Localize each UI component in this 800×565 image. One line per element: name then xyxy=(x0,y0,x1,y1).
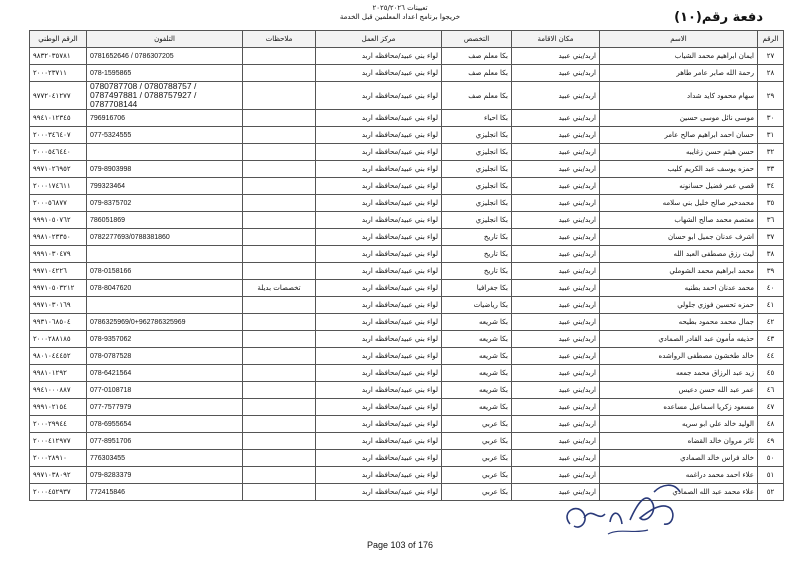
row-number: ٣٣ xyxy=(758,161,784,178)
row-phone: 079-8375702 xyxy=(87,195,243,212)
row-name: معتصم محمد صالح الشهاب xyxy=(600,212,758,229)
row-residence: اربد/بني عبيد xyxy=(512,127,600,144)
row-number: ٣٦ xyxy=(758,212,784,229)
header-center: مركز العمل xyxy=(316,31,442,48)
table-row xyxy=(30,82,784,110)
row-phone: 776303455 xyxy=(87,450,243,467)
row-number: ٣٥ xyxy=(758,195,784,212)
table-header-row xyxy=(30,31,784,48)
table-row xyxy=(30,65,784,82)
header-residence: مكان الاقامة xyxy=(512,31,600,48)
row-work-center: لواء بني عبيد/محافظه اربد xyxy=(316,48,442,65)
row-national-id: ٢٠٠٠٤٥٢٩٣٧ xyxy=(30,484,87,501)
row-work-center: لواء بني عبيد/محافظه اربد xyxy=(316,348,442,365)
row-national-id: ٩٩٩١٠٢١٥٤ xyxy=(30,399,87,416)
row-residence: اربد/بني عبيد xyxy=(512,65,600,82)
row-notes: تخصصات بديلة xyxy=(243,280,316,297)
row-specialty: بكا شريعه xyxy=(442,399,512,416)
row-number: ٢٧ xyxy=(758,48,784,65)
row-residence: اربد/بني عبيد xyxy=(512,195,600,212)
header-name: الاسم xyxy=(600,31,758,48)
row-phone: 0781652646 / 0786307205 xyxy=(87,48,243,65)
row-notes xyxy=(243,82,316,110)
row-national-id: ٩٩٧١٠٥٠٣٢١٢ xyxy=(30,280,87,297)
row-notes xyxy=(243,178,316,195)
row-specialty: بكا رياضيات xyxy=(442,297,512,314)
row-residence: اربد/بني عبيد xyxy=(512,280,600,297)
row-work-center: لواء بني عبيد/محافظه اربد xyxy=(316,331,442,348)
row-specialty: بكا احياء xyxy=(442,110,512,127)
header-line2: خريجوا برنامج اعداد المعلمين قبل الخدمة xyxy=(339,13,461,21)
row-national-id: ٩٩٩١٠٣٠٤٧٩ xyxy=(30,246,87,263)
row-phone: 078-9357062 xyxy=(87,331,243,348)
row-notes xyxy=(243,110,316,127)
row-notes xyxy=(243,127,316,144)
row-name: جمال محمد محمود بطيحه xyxy=(600,314,758,331)
row-name: محمدخير صالح خليل بني سلامه xyxy=(600,195,758,212)
table-row xyxy=(30,195,784,212)
row-specialty: بكا عربي xyxy=(442,484,512,501)
row-notes xyxy=(243,161,316,178)
row-national-id: ٩٩٩١٠٥٠٧٦٢ xyxy=(30,212,87,229)
row-phone: 077-8951706 xyxy=(87,433,243,450)
row-phone: 078-6421564 xyxy=(87,365,243,382)
row-work-center: لواء بني عبيد/محافظه اربد xyxy=(316,263,442,280)
row-notes xyxy=(243,65,316,82)
row-name: محمد عدنان احمد بطنيه xyxy=(600,280,758,297)
row-residence: اربد/بني عبيد xyxy=(512,331,600,348)
row-number: ٣٧ xyxy=(758,229,784,246)
row-work-center: لواء بني عبيد/محافظه اربد xyxy=(316,178,442,195)
table-row xyxy=(30,416,784,433)
row-phone: 796916706 xyxy=(87,110,243,127)
row-specialty: بكا معلم صف xyxy=(442,82,512,110)
row-number: ٥١ xyxy=(758,467,784,484)
row-specialty: بكا شريعه xyxy=(442,331,512,348)
row-residence: اربد/بني عبيد xyxy=(512,110,600,127)
row-specialty: بكا جغرافيا xyxy=(442,280,512,297)
row-residence: اربد/بني عبيد xyxy=(512,144,600,161)
row-phone: 078-8047620 xyxy=(87,280,243,297)
row-notes xyxy=(243,314,316,331)
row-residence: اربد/بني عبيد xyxy=(512,416,600,433)
row-specialty: بكا انجليزي xyxy=(442,161,512,178)
table-row xyxy=(30,178,784,195)
header-notes: ملاحظات xyxy=(243,31,316,48)
row-residence: اربد/بني عبيد xyxy=(512,229,600,246)
header-num: الرقم xyxy=(758,31,784,48)
row-residence: اربد/بني عبيد xyxy=(512,246,600,263)
row-name: خالد فراس خالد الصمادي xyxy=(600,450,758,467)
row-number: ٣٢ xyxy=(758,144,784,161)
row-residence: اربد/بني عبيد xyxy=(512,365,600,382)
row-number: ٢٨ xyxy=(758,65,784,82)
row-name: علاء محمد عبد الله الصمادي xyxy=(600,484,758,501)
row-residence: اربد/بني عبيد xyxy=(512,48,600,65)
row-national-id: ٩٩٧١٠٢٦٩٥٢ xyxy=(30,161,87,178)
row-phone: 079-8283379 xyxy=(87,467,243,484)
row-notes xyxy=(243,48,316,65)
header-nid: الرقم الوطني xyxy=(30,31,87,48)
row-name: حمزه تحسين فوزي جلولي xyxy=(600,297,758,314)
table-row xyxy=(30,246,784,263)
row-national-id: ٩٩٨١٠١٢٩٢ xyxy=(30,365,87,382)
row-national-id: ٩٧٧٢٠٤١٢٧٧ xyxy=(30,82,87,110)
row-specialty: بكا شريعه xyxy=(442,365,512,382)
row-phone: 0786325969/0+962786325969 xyxy=(87,314,243,331)
header-line1: تعيينات ٢٠٢٥/٢٠٢٦ xyxy=(372,4,428,12)
row-specialty: بكا انجليزي xyxy=(442,195,512,212)
row-notes xyxy=(243,348,316,365)
table-row xyxy=(30,365,784,382)
signature xyxy=(550,462,700,542)
row-work-center: لواء بني عبيد/محافظه اربد xyxy=(316,433,442,450)
row-specialty: بكا انجليزي xyxy=(442,144,512,161)
row-phone: 077-0108718 xyxy=(87,382,243,399)
row-notes xyxy=(243,297,316,314)
row-number: ٤٦ xyxy=(758,382,784,399)
row-phone: 078-0158166 xyxy=(87,263,243,280)
row-number: ٤٣ xyxy=(758,331,784,348)
row-phone xyxy=(87,246,243,263)
row-number: ٤٢ xyxy=(758,314,784,331)
row-national-id: ٢٠٠٠٢٣٧١١ xyxy=(30,65,87,82)
row-notes xyxy=(243,144,316,161)
row-specialty: بكا شريعه xyxy=(442,382,512,399)
row-national-id: ٩٩٤١٠٠٠٨٨٧ xyxy=(30,382,87,399)
row-specialty: بكا شريعه xyxy=(442,348,512,365)
row-specialty: بكا انجليزي xyxy=(442,212,512,229)
row-specialty: بكا انجليزي xyxy=(442,127,512,144)
row-national-id: ٩٩٨١٠٢٣٣٥٠ xyxy=(30,229,87,246)
row-name: حمزه يوسف عبد الكريم كليب xyxy=(600,161,758,178)
header-phone: التلفون xyxy=(87,31,243,48)
row-specialty: بكا تاريخ xyxy=(442,229,512,246)
row-specialty: بكا عربي xyxy=(442,433,512,450)
table-row xyxy=(30,399,784,416)
row-work-center: لواء بني عبيد/محافظه اربد xyxy=(316,416,442,433)
row-notes xyxy=(243,263,316,280)
row-phone: 0780787708 / 0780788757 / 0787497881 / 0788757927 / 0787708144 xyxy=(87,82,243,110)
row-work-center: لواء بني عبيد/محافظه اربد xyxy=(316,110,442,127)
row-number: ٤٤ xyxy=(758,348,784,365)
row-work-center: لواء بني عبيد/محافظه اربد xyxy=(316,450,442,467)
row-phone: 077-5324555 xyxy=(87,127,243,144)
row-notes xyxy=(243,195,316,212)
row-national-id: ٩٨٣٢٠٣٥٧٨١ xyxy=(30,48,87,65)
row-number: ٣٨ xyxy=(758,246,784,263)
row-national-id: ٢٠٠٠٣٤٦٤٠٧ xyxy=(30,127,87,144)
row-phone xyxy=(87,144,243,161)
row-work-center: لواء بني عبيد/محافظه اربد xyxy=(316,297,442,314)
row-residence: اربد/بني عبيد xyxy=(512,382,600,399)
row-work-center: لواء بني عبيد/محافظه اربد xyxy=(316,144,442,161)
row-residence: اربد/بني عبيد xyxy=(512,467,600,484)
row-phone: 772415846 xyxy=(87,484,243,501)
row-number: ٤١ xyxy=(758,297,784,314)
table-row xyxy=(30,212,784,229)
table-row xyxy=(30,48,784,65)
row-residence: اربد/بني عبيد xyxy=(512,161,600,178)
row-notes xyxy=(243,365,316,382)
row-residence: اربد/بني عبيد xyxy=(512,348,600,365)
row-national-id: ٩٨٠١٠٤٤٤٥٢ xyxy=(30,348,87,365)
row-residence: اربد/بني عبيد xyxy=(512,212,600,229)
row-phone: 077-7577979 xyxy=(87,399,243,416)
row-name: حسن هيثم حسن زغايبه xyxy=(600,144,758,161)
row-work-center: لواء بني عبيد/محافظه اربد xyxy=(316,399,442,416)
row-specialty: بكا عربي xyxy=(442,467,512,484)
row-phone: 0782277693/0788381860 xyxy=(87,229,243,246)
table-row xyxy=(30,161,784,178)
row-notes xyxy=(243,331,316,348)
row-notes xyxy=(243,416,316,433)
row-notes xyxy=(243,212,316,229)
row-notes xyxy=(243,484,316,501)
row-residence: اربد/بني عبيد xyxy=(512,82,600,110)
appointments-table xyxy=(29,30,784,501)
row-specialty: بكا تاريخ xyxy=(442,246,512,263)
row-specialty: بكا عربي xyxy=(442,450,512,467)
row-work-center: لواء بني عبيد/محافظه اربد xyxy=(316,280,442,297)
row-number: ٤٩ xyxy=(758,433,784,450)
row-work-center: لواء بني عبيد/محافظه اربد xyxy=(316,467,442,484)
row-number: ٣٠ xyxy=(758,110,784,127)
row-work-center: لواء بني عبيد/محافظه اربد xyxy=(316,65,442,82)
row-phone xyxy=(87,297,243,314)
header-specialty: التخصص xyxy=(442,31,512,48)
table-row xyxy=(30,144,784,161)
row-specialty: بكا تاريخ xyxy=(442,263,512,280)
row-specialty: بكا انجليزي xyxy=(442,178,512,195)
row-residence: اربد/بني عبيد xyxy=(512,450,600,467)
row-phone: 078-0787528 xyxy=(87,348,243,365)
table-row xyxy=(30,331,784,348)
row-residence: اربد/بني عبيد xyxy=(512,484,600,501)
page-number: Page 103 of 176 xyxy=(366,540,434,550)
row-name: مسعود زكريا اسماعيل مساعده xyxy=(600,399,758,416)
row-national-id: ٢٠٠٠٥٤٦٤٤٠ xyxy=(30,144,87,161)
row-name: خالد طخشون مصطفى الرواشده xyxy=(600,348,758,365)
row-work-center: لواء بني عبيد/محافظه اربد xyxy=(316,484,442,501)
row-number: ٤٧ xyxy=(758,399,784,416)
row-phone: 078-6955654 xyxy=(87,416,243,433)
row-work-center: لواء بني عبيد/محافظه اربد xyxy=(316,212,442,229)
row-phone: 799323464 xyxy=(87,178,243,195)
row-name: الوليد خالد علي ابو سريه xyxy=(600,416,758,433)
row-name: ليث رزق مصطفى العبد الله xyxy=(600,246,758,263)
row-number: ٣٤ xyxy=(758,178,784,195)
row-notes xyxy=(243,382,316,399)
row-work-center: لواء بني عبيد/محافظه اربد xyxy=(316,127,442,144)
row-work-center: لواء بني عبيد/محافظه اربد xyxy=(316,161,442,178)
row-name: ايمان ابراهيم محمد الشياب xyxy=(600,48,758,65)
row-residence: اربد/بني عبيد xyxy=(512,314,600,331)
row-national-id: ٢٠٠٠٥٦٨٧٧ xyxy=(30,195,87,212)
batch-number: دفعة رقم(١٠) xyxy=(674,10,763,25)
table-row xyxy=(30,280,784,297)
table-row xyxy=(30,433,784,450)
row-national-id: ٩٩٧١٠٣٠١٦٩ xyxy=(30,297,87,314)
row-work-center: لواء بني عبيد/محافظه اربد xyxy=(316,246,442,263)
table-row xyxy=(30,229,784,246)
row-name: حذيفه مأمون عبد القادر الصمادي xyxy=(600,331,758,348)
row-number: ٤٠ xyxy=(758,280,784,297)
row-national-id: ٢٠٠٠٢٩٩٤٤ xyxy=(30,416,87,433)
table-row xyxy=(30,110,784,127)
row-name: اشرف عدنان جميل ابو حسان xyxy=(600,229,758,246)
row-name: موسى نائل موسى حسين xyxy=(600,110,758,127)
row-number: ٤٥ xyxy=(758,365,784,382)
row-residence: اربد/بني عبيد xyxy=(512,399,600,416)
row-notes xyxy=(243,229,316,246)
row-number: ٢٩ xyxy=(758,82,784,110)
row-notes xyxy=(243,433,316,450)
row-national-id: ٢٠٠٠٢٨٨١٨٥ xyxy=(30,331,87,348)
row-work-center: لواء بني عبيد/محافظه اربد xyxy=(316,365,442,382)
row-work-center: لواء بني عبيد/محافظه اربد xyxy=(316,195,442,212)
row-name: قصي عمر فضيل حسانونه xyxy=(600,178,758,195)
table-row xyxy=(30,297,784,314)
row-number: ٣١ xyxy=(758,127,784,144)
row-national-id: ٢٠٠٠٤١٢٩٧٧ xyxy=(30,433,87,450)
row-phone: 078-1595865 xyxy=(87,65,243,82)
table-row xyxy=(30,382,784,399)
row-name: رحمة الله صابر عامر طاهر xyxy=(600,65,758,82)
table-row xyxy=(30,314,784,331)
row-notes xyxy=(243,246,316,263)
table-row xyxy=(30,263,784,280)
table-row xyxy=(30,348,784,365)
row-work-center: لواء بني عبيد/محافظه اربد xyxy=(316,382,442,399)
row-national-id: ٩٩٤١٠١٢٣٤٥ xyxy=(30,110,87,127)
row-name: زيد عبد الرزاق محمد جمعه xyxy=(600,365,758,382)
row-work-center: لواء بني عبيد/محافظه اربد xyxy=(316,82,442,110)
row-phone: 079-8903998 xyxy=(87,161,243,178)
row-name: علاء احمد محمد دراغمه xyxy=(600,467,758,484)
row-number: ٥٠ xyxy=(758,450,784,467)
row-notes xyxy=(243,467,316,484)
row-number: ٣٩ xyxy=(758,263,784,280)
row-name: حسان احمد ابراهيم صالح عامر xyxy=(600,127,758,144)
row-name: سهام محمود كايد شداد xyxy=(600,82,758,110)
row-work-center: لواء بني عبيد/محافظه اربد xyxy=(316,229,442,246)
row-name: محمد ابراهيم محمد الشوملي xyxy=(600,263,758,280)
row-national-id: ٩٩٧١٠٣٨٠٩٢ xyxy=(30,467,87,484)
row-name: عمر عبد الله حسن دعيس xyxy=(600,382,758,399)
row-national-id: ٩٩٣١٠٦٨٥٠٤ xyxy=(30,314,87,331)
row-number: ٥٢ xyxy=(758,484,784,501)
row-name: ثائر مروان خالد القضاه xyxy=(600,433,758,450)
row-notes xyxy=(243,399,316,416)
row-work-center: لواء بني عبيد/محافظه اربد xyxy=(316,314,442,331)
row-specialty: بكا معلم صف xyxy=(442,65,512,82)
row-national-id: ٩٩٧١٠٤٢٢٦ xyxy=(30,263,87,280)
row-notes xyxy=(243,450,316,467)
row-residence: اربد/بني عبيد xyxy=(512,297,600,314)
row-residence: اربد/بني عبيد xyxy=(512,263,600,280)
row-specialty: بكا عربي xyxy=(442,416,512,433)
row-national-id: ٢٠٠٠٢٨٩١٠ xyxy=(30,450,87,467)
row-residence: اربد/بني عبيد xyxy=(512,178,600,195)
row-residence: اربد/بني عبيد xyxy=(512,433,600,450)
row-national-id: ٢٠٠٠١٧٤٦١١ xyxy=(30,178,87,195)
row-specialty: بكا معلم صف xyxy=(442,48,512,65)
row-phone: 786051869 xyxy=(87,212,243,229)
row-specialty: بكا شريعه xyxy=(442,314,512,331)
row-number: ٤٨ xyxy=(758,416,784,433)
table-row xyxy=(30,127,784,144)
